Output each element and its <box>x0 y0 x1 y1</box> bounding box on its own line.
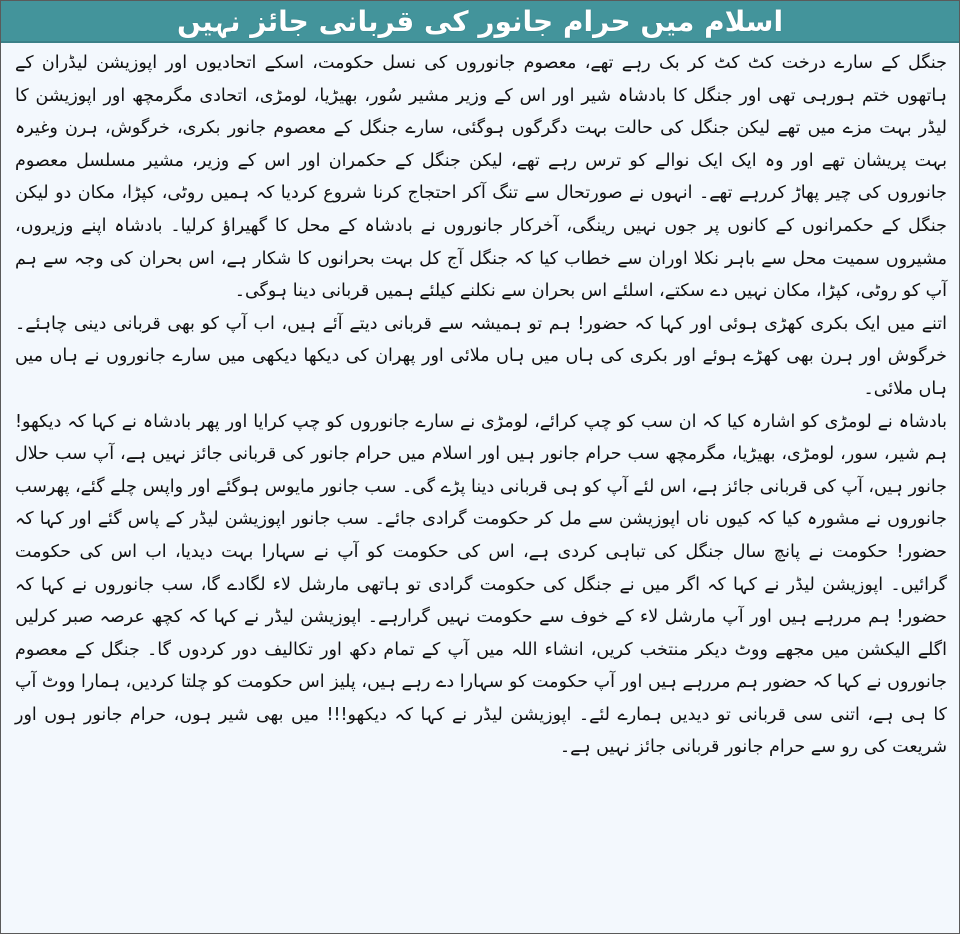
paragraph-3: بادشاہ نے لومڑی کو اشارہ کیا کہ ان سب کو چپ کرائے، لومڑی نے سارے جانوروں کو چپ کرایا اور پھر بادشاہ نے کہا کہ دیکھو! ہم شیر، سور، لومڑی، بھیڑیا، مگرمچھ سب حرام جانور ہیں اور اسلام میں حرام جانور کی قربانی جائز نہیں ہے، آپ سب حلال جانور ہیں، آپ کی قربانی جائز ہے، اس لئے آپ کو ہی قربانی دینا پڑے گی۔ سب جانور مایوس ہوگئے اور واپس چلے گئے، پھرسب جانوروں نے مشورہ کیا کہ کیوں ناں اپوزیشن سے مل کر حکومت گرادی جائے۔ سب جانور اپوزیشن لیڈر کے پاس گئے اور کہا کہ حضور! حکومت نے پانچ سال جنگل کی تباہی کردی ہے، اس کی حکومت کو آپ نے سہارا بہت دیدیا، اب اس کی حکومت گرائیں۔ اپوزیشن لیڈر نے کہا کہ اگر میں نے جنگل کی حکومت گرادی تو ہاتھی مارشل لاء لگادے گا، سب جانوروں نے کہا کہ حضور! ہم مررہے ہیں اور آپ مارشل لاء کے خوف سے حکومت نہیں گرارہے۔ اپوزیشن لیڈر نے کہا کہ کچھ عرصہ صبر کرلیں اگلے الیکشن میں مجھے ووٹ دیکر منتخب کریں، انشاء اللہ میں آپ کے تمام دکھ اور تکالیف دور کردوں گا۔ جنگل کے معصوم جانوروں نے کہا کہ حضور ہم مررہے ہیں اور آپ حکومت کو سہارا دے رہے ہیں، پلیز اس حکومت کو چلتا کردیں، ہمارا ووٹ آپ کا ہی ہے، اتنی سی قربانی تو دیدیں ہمارے لئے۔ اپوزیشن لیڈر نے کہا کہ دیکھو!!! میں بھی شیر ہوں، حرام جانور ہوں اور شریعت کی رو سے حرام جانور قربانی جائز نہیں ہے۔ <box>15 411 947 758</box>
paragraph-2: اتنے میں ایک بکری کھڑی ہوئی اور کہا کہ حضور! ہم تو ہمیشہ سے قربانی دیتے آئے ہیں، اب آپ کو بھی قربانی دینی چاہئے۔ خرگوش اور ہرن بھی کھڑے ہوئے اور بکری کی ہاں میں ہاں ملائی اور پھران کی دیکھا دیکھی میں سارے جانوروں نے ہاں میں ہاں ملائی۔ <box>15 313 947 399</box>
paragraph-1: جنگل کے سارے درخت کٹ کٹ کر بک رہے تھے، معصوم جانوروں کی نسل حکومت، اسکے اتحادیوں اور اپوزیشن لیڈران کے ہاتھوں ختم ہورہی تھی اور جنگل کا بادشاہ شیر اور اس کے وزیر مشیر سُور، بھیڑیا، لومڑی، اتحادی مگرمچھ اور اپوزیشن کا لیڈر بہت مزے میں تھے لیکن جنگل کی حالت بہت دگرگوں ہوگئی، سارے جنگل کے معصوم جانور بکری، خرگوش، ہرن وغیرہ بہت پریشان تھے اور وہ ایک ایک نوالے کو ترس رہے تھے، لیکن جنگل کے حکمران اور اس کے وزیر، مشیر مسلسل معصوم جانوروں کی چیر پھاڑ کررہے تھے۔ انہوں نے صورتحال سے تنگ آکر احتجاج کرنا شروع کردیا کہ ہمیں روٹی، کپڑا، مکان دو لیکن جنگل کے حکمرانوں کے کانوں پر جوں نہیں رینگی، آخرکار جانوروں نے بادشاہ کے محل کا گھیراؤ کرلیا۔ بادشاہ اپنے وزیروں، مشیروں سمیت محل سے باہر نکلا اوران سے خطاب کیا کہ جنگل آج کل بہت بحرانوں کا شکار ہے، اس بحران کی وجہ سے ہم آپ کو روٹی، کپڑا، مکان نہیں دے سکتے، اسلئے اس بحران سے نکلنے کیلئے ہمیں قربانی دینا ہوگی۔ <box>15 53 947 302</box>
article-body <box>15 47 947 764</box>
article-title: اسلام میں حرام جانور کی قربانی جائز نہیں <box>176 4 784 38</box>
title-banner <box>1 1 959 43</box>
